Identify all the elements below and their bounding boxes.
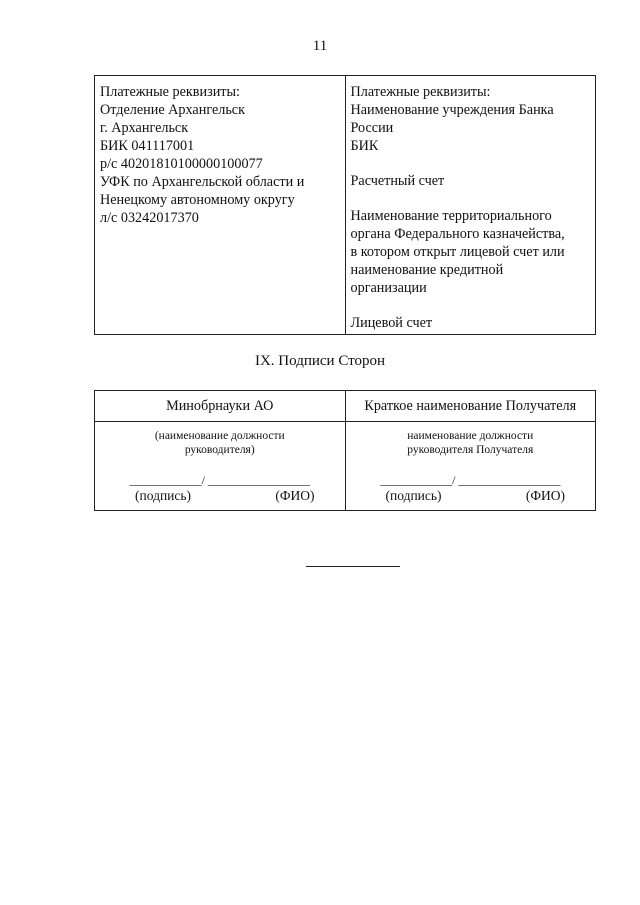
spacer [351,190,591,207]
payment-line: УФК по Архангельской области и [100,174,305,190]
end-divider [306,566,400,567]
position-caption: руководителя) [184,444,255,456]
payment-line: Платежные реквизиты: [100,84,240,100]
treasury-label: организации [350,280,427,296]
signature-right [345,391,596,510]
signature-body [346,422,596,504]
signature-labels [95,488,345,504]
payment-line: р/с 40201810100000100077 [100,156,263,172]
personal-account-label: Лицевой счет [350,315,433,331]
signature-body [95,422,345,504]
signature-line: ____________/ _________________ [380,473,561,487]
bank-name-label: России [350,120,394,136]
signature-labels [346,488,596,504]
position-caption: руководителя Получателя [407,444,534,456]
signature-caption: (подпись) [135,488,192,503]
position-caption: наименование должности [407,430,534,442]
payment-details-table [94,75,596,335]
treasury-label: Наименование территориального [350,208,552,224]
payment-line: л/с 03242017370 [100,210,199,226]
position-caption: (наименование должности [154,430,285,442]
signature-left [95,391,345,510]
spacer [351,297,591,314]
treasury-label: в котором открыт лицевой счет или [350,244,565,260]
account-label: Расчетный счет [350,173,445,189]
payment-line: Отделение Архангельск [100,102,245,118]
section-title: IX. Подписи Сторон [254,353,386,369]
payment-line: г. Архангельск [100,120,189,136]
page-number: 11 [312,38,328,54]
party-header: Краткое наименование Получателя [346,391,596,422]
bank-name-label: Наименование учреждения Банка [350,102,554,118]
payment-details-right [345,76,596,334]
signature-caption: (подпись) [385,488,442,503]
payment-title: Платежные реквизиты: [350,84,491,100]
signature-line: ____________/ _________________ [129,473,310,487]
treasury-label: органа Федерального казначейства, [350,226,565,242]
treasury-label: наименование кредитной [350,262,504,278]
bik-label: БИК [350,138,379,154]
payment-line: БИК 041117001 [100,138,195,154]
payment-line: Ненецкому автономному округу [100,192,295,208]
signatures-table [94,390,596,511]
fio-caption: (ФИО) [525,488,565,503]
spacer [351,155,591,172]
payment-details-left [95,76,345,334]
party-header: Минобрнауки АО [95,391,345,422]
fio-caption: (ФИО) [275,488,315,503]
